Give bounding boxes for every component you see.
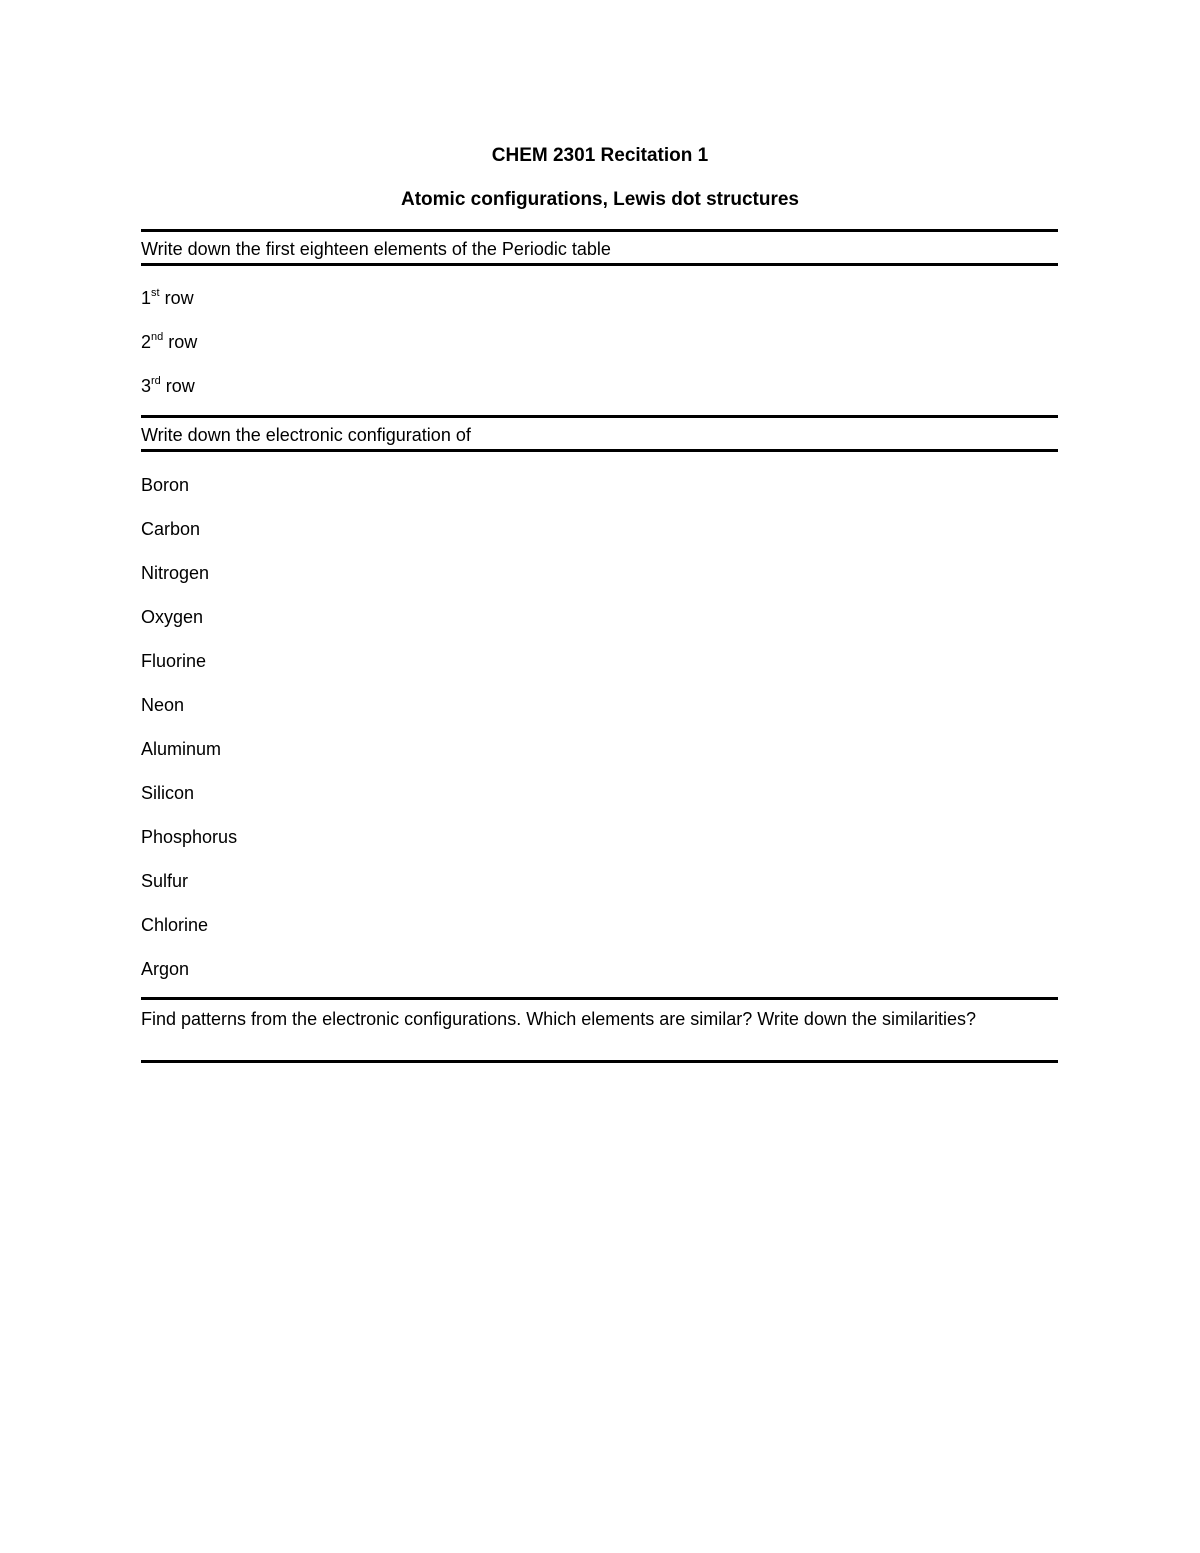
element-item: Oxygen	[141, 607, 204, 627]
divider-rule	[141, 263, 1058, 266]
row-label-3: 3rd row	[141, 375, 195, 396]
document-title: CHEM 2301 Recitation 1	[491, 145, 709, 166]
divider-rule	[141, 449, 1058, 452]
element-item: Nitrogen	[141, 563, 210, 583]
element-item: Boron	[141, 475, 190, 495]
element-item: Silicon	[141, 783, 195, 803]
divider-rule	[141, 1060, 1058, 1063]
section2-prompt: Write down the electronic configuration of	[141, 425, 471, 445]
element-item: Argon	[141, 959, 190, 979]
divider-rule	[141, 997, 1058, 1000]
element-item: Neon	[141, 695, 185, 715]
element-item: Phosphorus	[141, 827, 238, 847]
divider-rule	[141, 229, 1058, 232]
section3-prompt: Find patterns from the electronic configurations. Which elements are similar? Write down the similarities?	[141, 1009, 977, 1029]
row-label-2: 2nd row	[141, 331, 198, 352]
element-item: Chlorine	[141, 915, 209, 935]
element-item: Fluorine	[141, 651, 207, 671]
element-item: Aluminum	[141, 739, 222, 759]
element-item: Sulfur	[141, 871, 189, 891]
divider-rule	[141, 415, 1058, 418]
row-label-1: 1st row	[141, 287, 194, 308]
section1-prompt: Write down the first eighteen elements of the Periodic table	[141, 239, 611, 259]
element-item: Carbon	[141, 519, 201, 539]
document-subtitle: Atomic configurations, Lewis dot structures	[401, 189, 799, 210]
